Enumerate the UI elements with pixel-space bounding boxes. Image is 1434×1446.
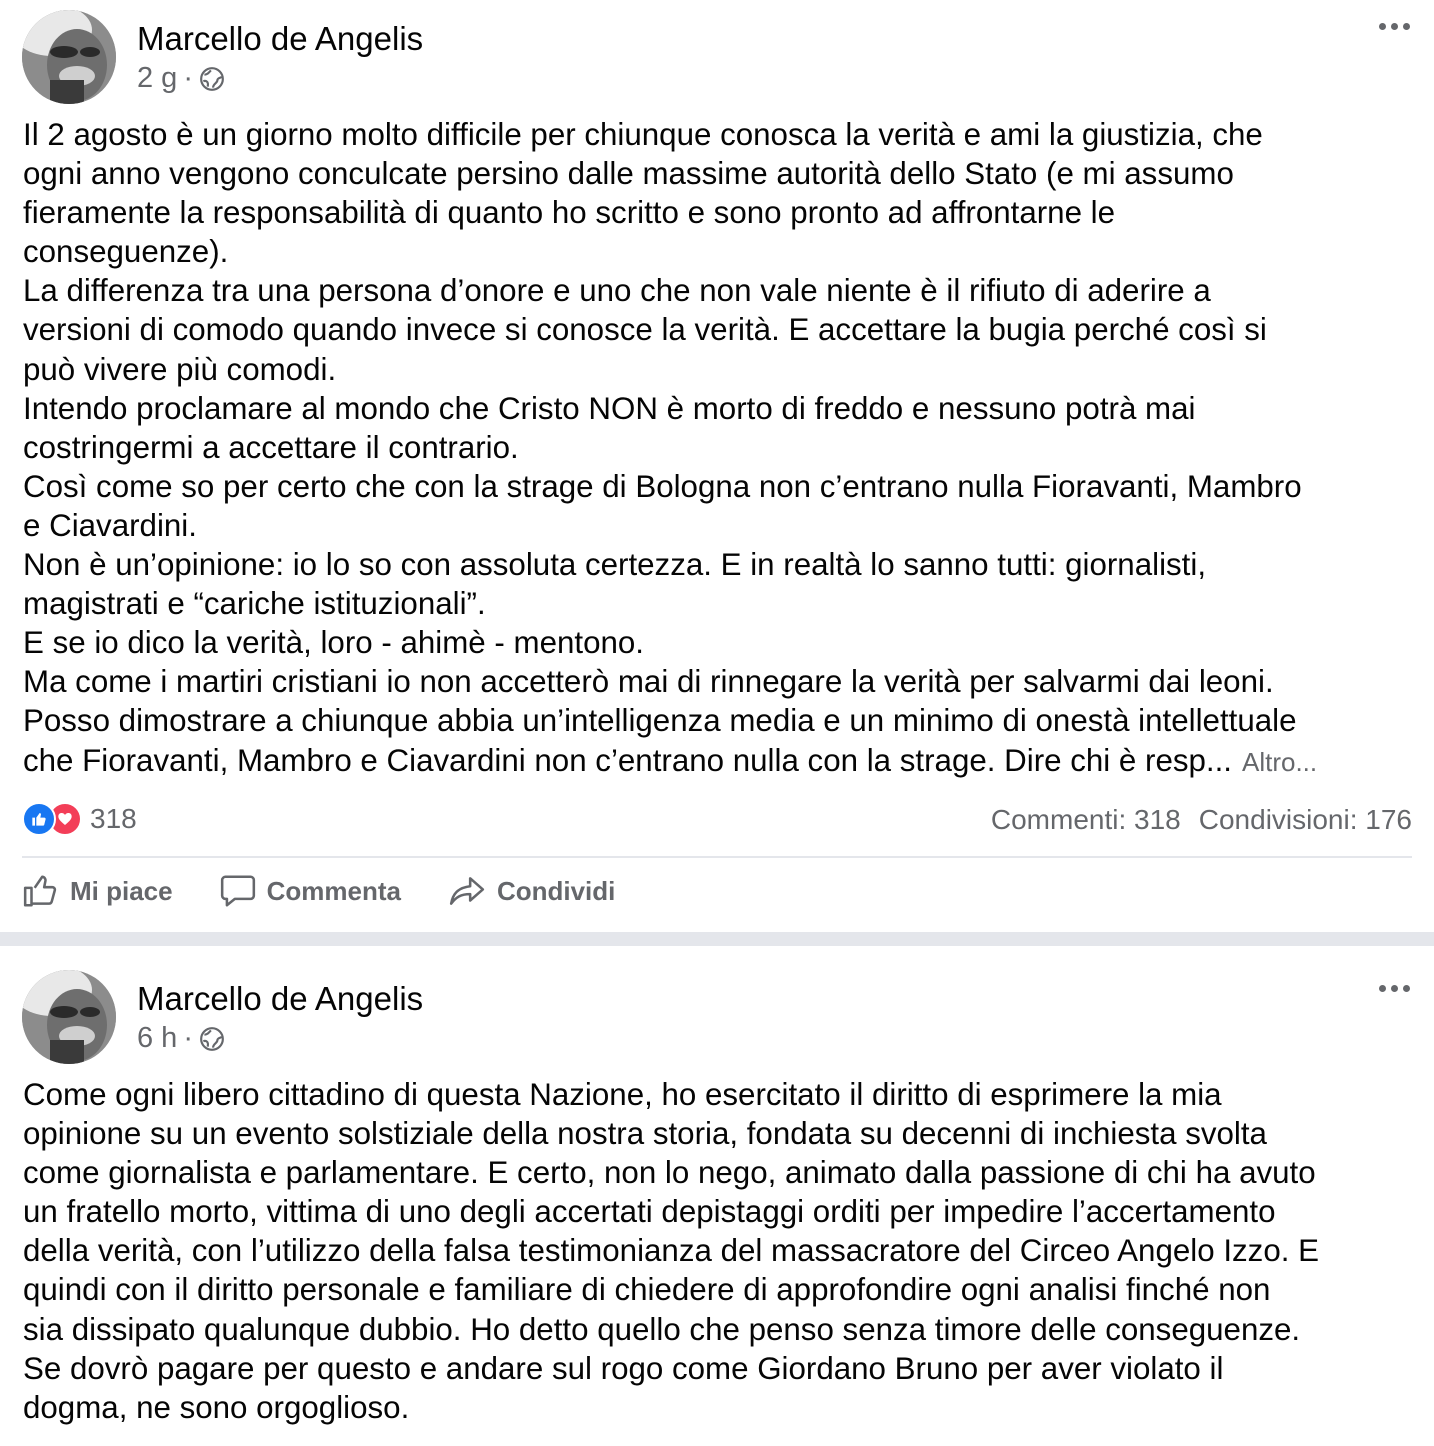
like-button[interactable] [22, 872, 173, 910]
post-line: opinione su un evento solstiziale della nostra storia, fondata su decenni di inchiesta svolta [23, 1116, 1267, 1152]
like-reaction-icon [22, 802, 56, 836]
comment-share-counts [991, 804, 1412, 836]
more-icon[interactable] [1376, 16, 1412, 36]
post-time[interactable]: 6 h [137, 1022, 178, 1054]
post-line: magistrati e “cariche istituzionali”. [23, 586, 486, 622]
post-line: E se io dico la verità, loro - ahimè - mentono. [23, 625, 645, 661]
post-line: Non è un’opinione: io lo so con assoluta certezza. E in realtà lo sanno tutti: giornalisti, [23, 547, 1207, 583]
post-2 [0, 946, 1434, 1446]
post-line: La differenza tra una persona d’onore e uno che non vale niente è il rifiuto di aderire a [23, 273, 1211, 309]
feed-separator [0, 932, 1434, 946]
post-line: Se dovrò pagare per questo e andare sul rogo come Giordano Bruno per aver violato il [23, 1350, 1224, 1386]
post-meta [137, 62, 225, 95]
post-line: Come ogni libero cittadino di questa Nazione, ho esercitato il diritto di esprimere la mia [23, 1077, 1222, 1112]
see-more-link[interactable]: Altro... [1242, 746, 1318, 777]
comment-button[interactable] [219, 872, 401, 910]
post-line: Intendo proclamare al mondo che Cristo NON è morto di freddo e nessuno potrà mai [23, 390, 1196, 426]
post-line: conseguenze). [23, 234, 229, 270]
avatar[interactable] [22, 10, 116, 104]
post-line: Ma come i martiri cristiani io non accetterò mai di rinnegare la verità per salvarmi dai leoni. [23, 664, 1274, 700]
reaction-count: 318 [90, 803, 137, 834]
post-time[interactable]: 2 g [137, 62, 178, 94]
post-body [23, 115, 1415, 782]
post-line: un fratello morto, vittima di uno degli accertati depistaggi orditi per impedire l’accertamento [23, 1194, 1276, 1230]
comment-label: Commenta [266, 875, 401, 906]
post-line: costringermi a accettare il contrario. [23, 429, 519, 465]
post-line: può vivere più comodi. [23, 351, 337, 387]
meta-separator: · [183, 62, 193, 94]
post-line: come giornalista e parlamentare. E certo, non lo nego, animato dalla passione di chi ha avuto [23, 1155, 1316, 1191]
share-label: Condividi [496, 875, 616, 906]
like-label: Mi piace [70, 875, 173, 906]
globe-icon[interactable] [199, 66, 225, 92]
post-last-line [23, 741, 1415, 782]
more-icon[interactable] [1376, 978, 1412, 998]
avatar-photo [22, 10, 116, 104]
speech-bubble-icon [219, 872, 257, 910]
engagement-bar [22, 802, 1412, 842]
post-meta [137, 1022, 225, 1055]
post-author[interactable]: Marcello de Angelis [137, 20, 424, 57]
post-line: dogma, ne sono orgoglioso. [23, 1389, 410, 1425]
post-line: e Ciavardini. [23, 507, 197, 543]
post-line: versioni di comodo quando invece si conosce la verità. E accettare la bugia perché così si [23, 312, 1267, 348]
post-line: Il 2 agosto è un giorno molto difficile per chiunque conosca la verità e ami la giustizia, che [23, 117, 1263, 152]
post-line: Così come so per certo che con la strage di Bologna non c’entrano nulla Fioravanti, Mambro [23, 468, 1302, 504]
action-bar [22, 872, 661, 910]
reactions-summary[interactable] [22, 802, 137, 836]
meta-separator: · [183, 1022, 193, 1054]
globe-icon[interactable] [199, 1026, 225, 1052]
share-arrow-icon [447, 872, 487, 910]
post-body [23, 1075, 1415, 1427]
thumbs-up-icon [22, 872, 60, 910]
share-button[interactable] [447, 872, 615, 910]
post-line: Posso dimostrare a chiunque abbia un’intelligenza media e un minimo di onestà intellettuale [23, 703, 1297, 739]
avatar[interactable] [22, 970, 116, 1064]
divider [22, 856, 1412, 858]
truncated-text: che Fioravanti, Mambro e Ciavardini non c’entrano nulla con la strage. Dire chi è resp... [23, 742, 1232, 778]
post-line: quindi con il diritto personale e familiare di chiedere di approfondire ogni analisi finché non [23, 1272, 1271, 1308]
post-line: ogni anno vengono conculcate persino dalle massime autorità dello Stato (e mi assumo [23, 156, 1234, 192]
post-line: fieramente la responsabilità di quanto ho scritto e sono pronto ad affrontarne le [23, 195, 1116, 231]
post-line: sia dissipato qualunque dubbio. Ho detto quello che penso senza timore delle conseguenze. [23, 1311, 1301, 1347]
avatar-photo [22, 970, 116, 1064]
post-author[interactable]: Marcello de Angelis [137, 980, 424, 1017]
post-line: della verità, con l’utilizzo della falsa testimonianza del massacratore del Circeo Angelo Izzo. E [23, 1233, 1319, 1269]
shares-count[interactable]: Condivisioni: 176 [1198, 804, 1412, 835]
comments-count[interactable]: Commenti: 318 [990, 804, 1181, 835]
